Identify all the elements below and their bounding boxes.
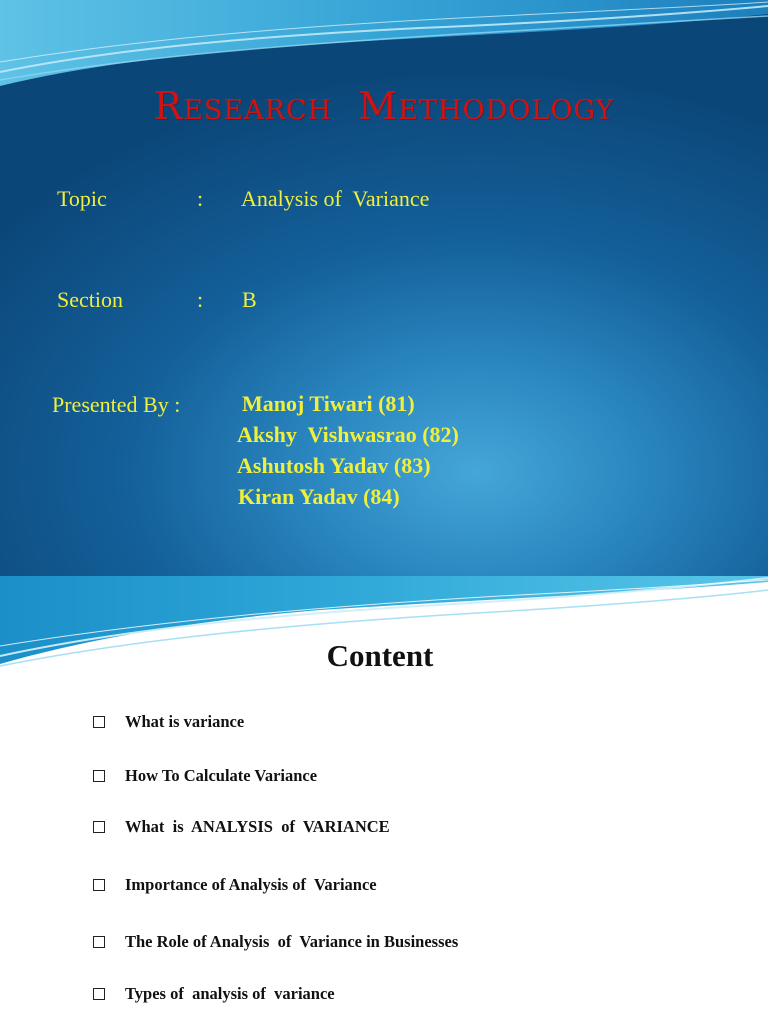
- list-item: [93, 983, 335, 1005]
- list-item-text: How To Calculate Variance: [125, 766, 318, 785]
- list-item: [93, 711, 244, 733]
- list-item-text: What is variance: [125, 712, 245, 731]
- list-item: [93, 816, 390, 838]
- presented-by-label: Presented By :: [52, 392, 181, 417]
- list-item: [93, 765, 317, 787]
- presenter-name: Kiran Yadav (84): [238, 484, 400, 509]
- wave-decoration-top: [0, 0, 768, 90]
- checkbox-square-icon: [93, 821, 105, 833]
- content-title: Content: [326, 638, 434, 673]
- list-item-text: Importance of Analysis of Variance: [125, 875, 377, 894]
- list-item-text: Types of analysis of variance: [125, 984, 335, 1003]
- checkbox-square-icon: [93, 770, 105, 782]
- presenter-name: Manoj Tiwari (81): [242, 391, 415, 416]
- checkbox-square-icon: [93, 936, 105, 948]
- content-slide: [0, 576, 768, 1024]
- list-item: [93, 874, 377, 896]
- list-item-text: What is ANALYSIS of VARIANCE: [125, 817, 390, 836]
- section-label: Section: [57, 287, 123, 312]
- checkbox-square-icon: [93, 988, 105, 1000]
- list-item-text: The Role of Analysis of Variance in Businesses: [125, 932, 459, 951]
- section-colon: :: [197, 287, 204, 312]
- section-value: B: [242, 287, 257, 312]
- list-item: [93, 931, 458, 953]
- presenter-name: Akshy Vishwasrao (82): [237, 422, 459, 447]
- slide-title: Research Methodology: [153, 84, 615, 128]
- topic-value: Analysis of Variance: [241, 186, 430, 211]
- presenter-name: Ashutosh Yadav (83): [237, 453, 431, 478]
- topic-colon: :: [197, 186, 204, 211]
- checkbox-square-icon: [93, 716, 105, 728]
- checkbox-square-icon: [93, 879, 105, 891]
- topic-label: Topic: [57, 186, 107, 211]
